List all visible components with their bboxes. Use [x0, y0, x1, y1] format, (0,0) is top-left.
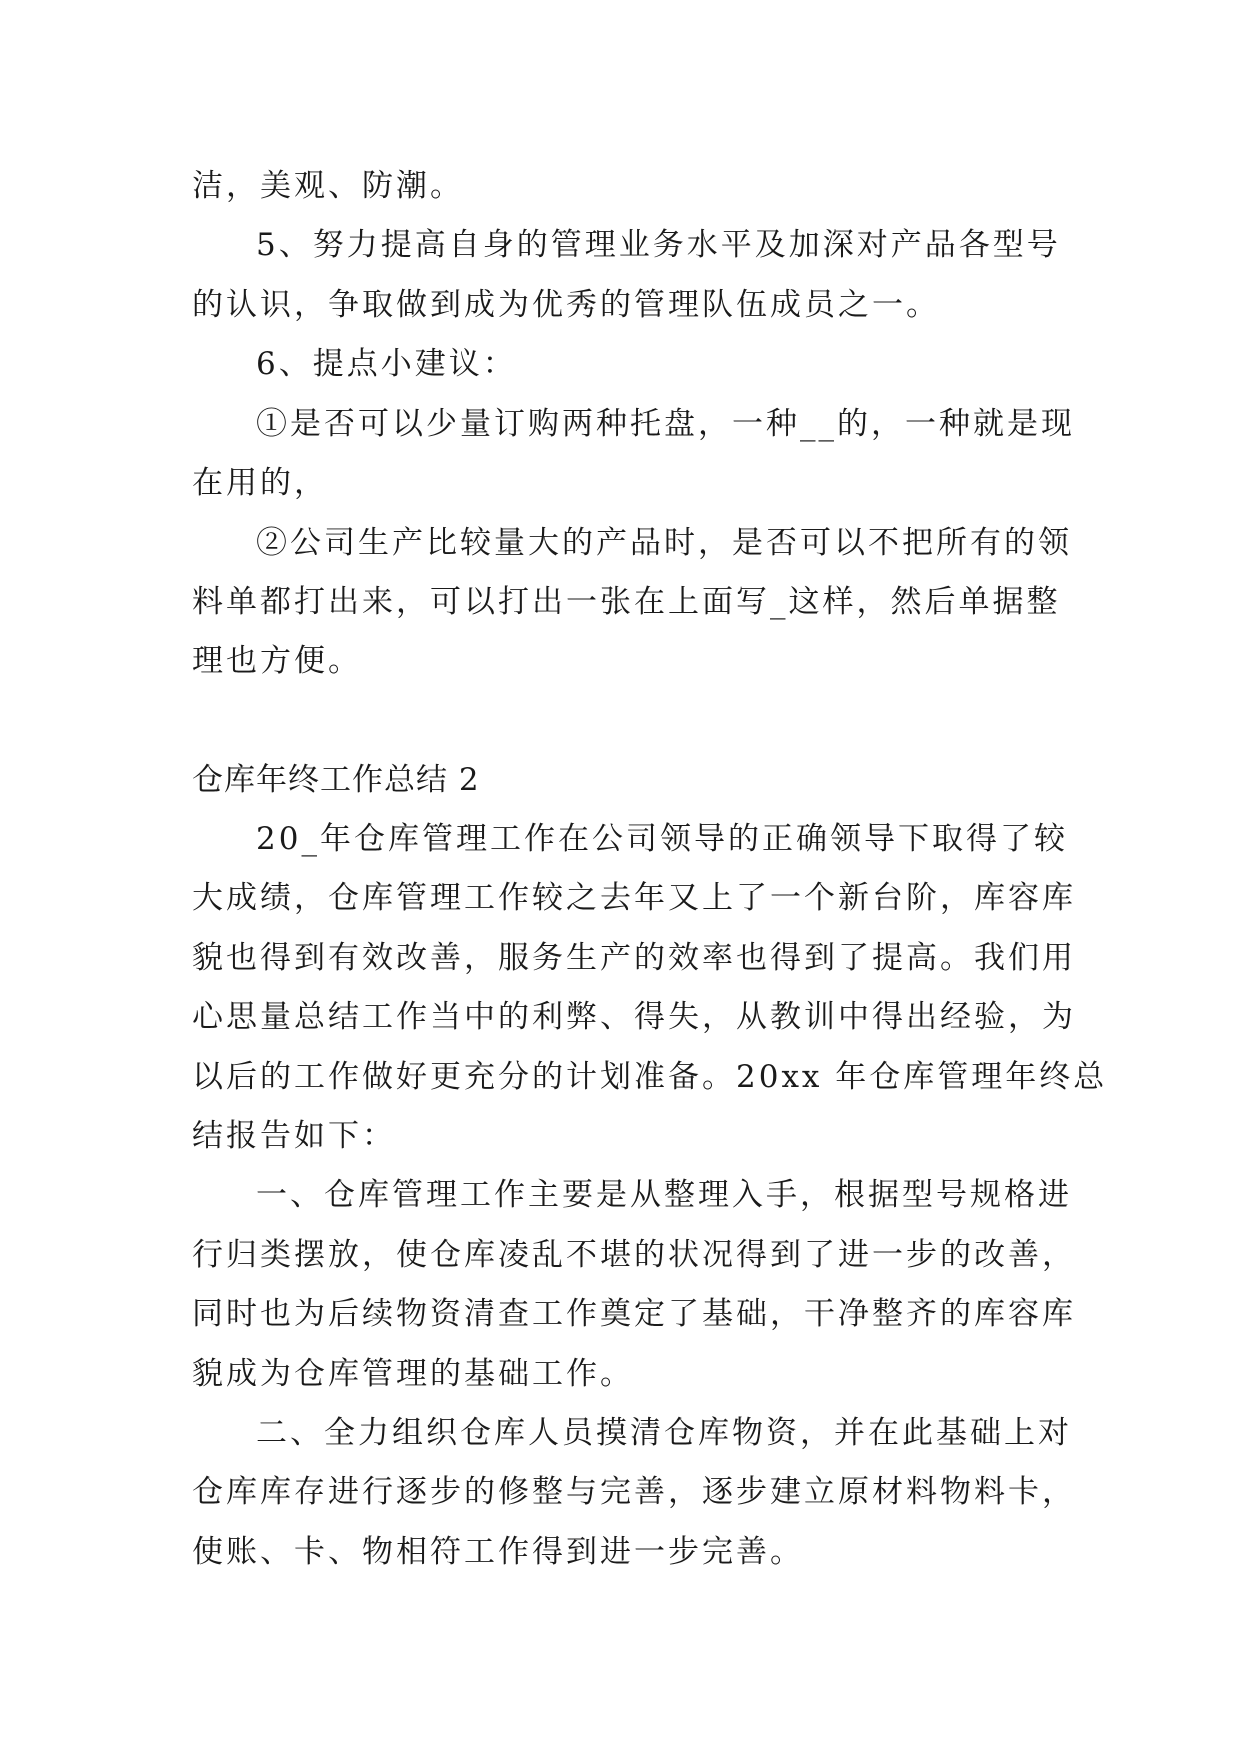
text-line: 行归类摆放，使仓库凌乱不堪的状况得到了进一步的改善，	[192, 1237, 1076, 1273]
text-line: 洁，美观、防潮。	[192, 168, 464, 204]
section-heading: 仓库年终工作总结 2	[192, 762, 480, 798]
text-line: 心思量总结工作当中的利弊、得失，从教训中得出经验，为	[192, 999, 1076, 1035]
text-line: 一、仓库管理工作主要是从整理入手，根据型号规格进	[256, 1177, 1072, 1213]
text-line: 貌也得到有效改善，服务生产的效率也得到了提高。我们用	[192, 940, 1076, 976]
text-line: 6、提点小建议：	[256, 346, 517, 382]
text-line: 大成绩，仓库管理工作较之去年又上了一个新台阶，库容库	[192, 880, 1076, 916]
text-line: 使账、卡、物相符工作得到进一步完善。	[192, 1534, 804, 1570]
text-line: 20_年仓库管理工作在公司领导的正确领导下取得了较	[256, 821, 1068, 857]
text-line: 仓库库存进行逐步的修整与完善，逐步建立原材料物料卡，	[192, 1474, 1076, 1510]
text-line: ①是否可以少量订购两种托盘，一种__的，一种就是现	[256, 406, 1075, 442]
text-line: 在用的，	[192, 465, 328, 501]
text-line: ②公司生产比较量大的产品时，是否可以不把所有的领	[256, 525, 1072, 561]
text-line: 以后的工作做好更充分的计划准备。20xx 年仓库管理年终总	[192, 1059, 1108, 1095]
text-line: 的认识，争取做到成为优秀的管理队伍成员之一。	[192, 287, 940, 323]
text-line: 结报告如下：	[192, 1118, 396, 1154]
text-line: 料单都打出来，可以打出一张在上面写_这样，然后单据整	[192, 584, 1061, 620]
text-line: 理也方便。	[192, 643, 362, 679]
text-line: 同时也为后续物资清查工作奠定了基础，干净整齐的库容库	[192, 1296, 1076, 1332]
text-line: 貌成为仓库管理的基础工作。	[192, 1356, 634, 1392]
text-line: 5、努力提高自身的管理业务水平及加深对产品各型号	[256, 227, 1061, 263]
text-line: 二、全力组织仓库人员摸清仓库物资，并在此基础上对	[256, 1415, 1072, 1451]
